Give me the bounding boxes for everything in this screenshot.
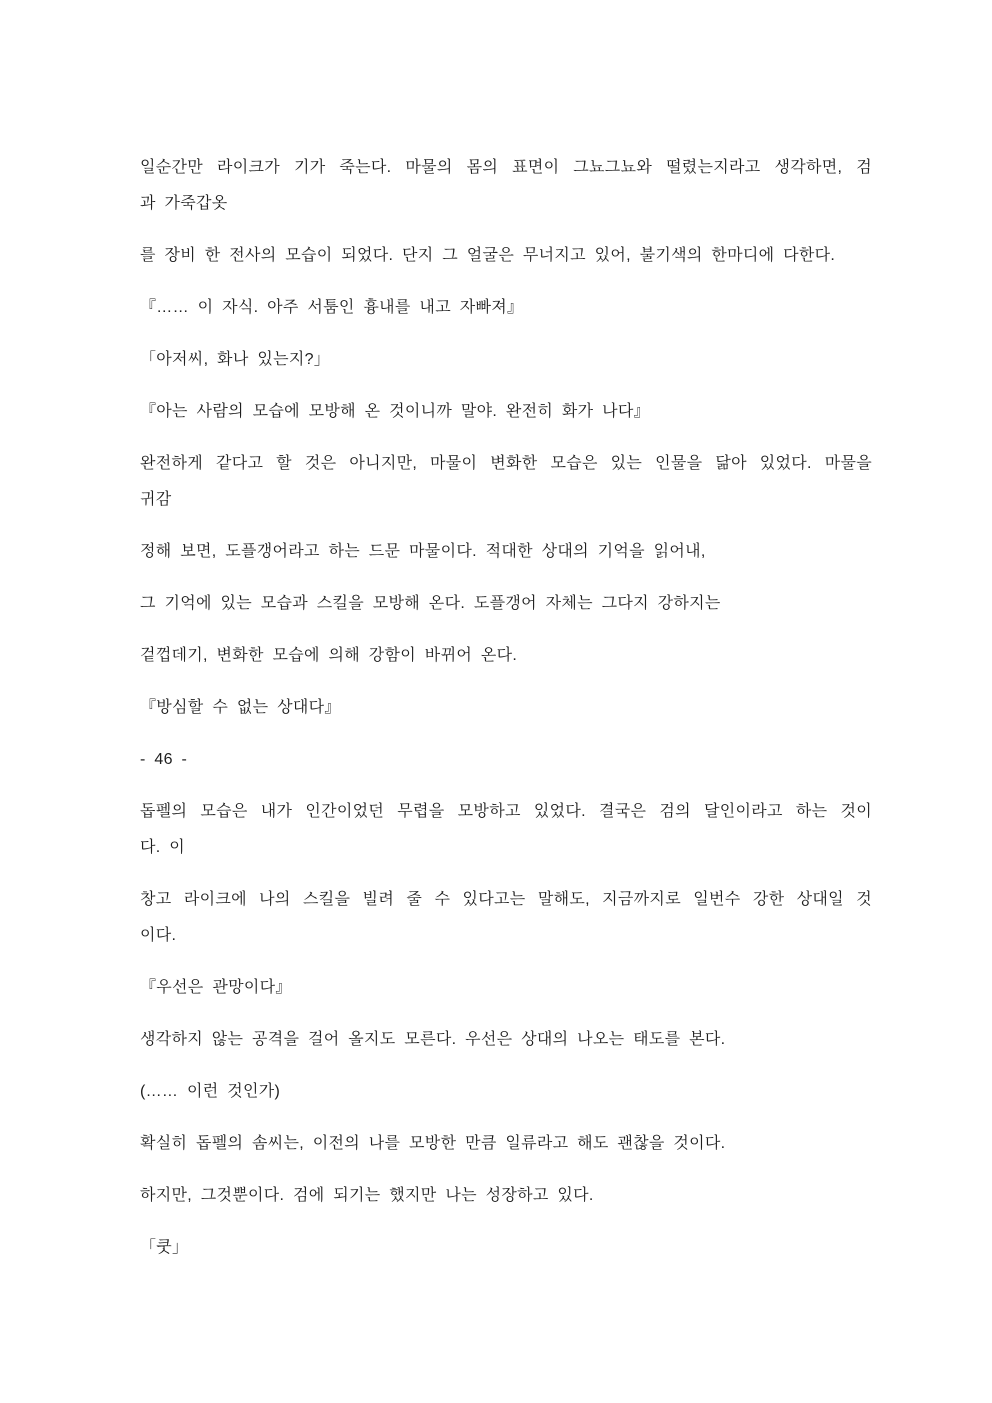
paragraph-dialogue xyxy=(140,394,872,430)
paragraph-narration xyxy=(140,586,872,622)
text-line: (…… 이런 것인가) xyxy=(140,1083,281,1100)
paragraph-narration xyxy=(140,446,872,518)
text-line: 다. 이 xyxy=(140,839,186,856)
text-line: 『…… 이 자식. 아주 서툼인 흉내를 내고 자빠져』 xyxy=(140,299,524,316)
text-line: 창고 라이크에 나의 스킬을 빌려 줄 수 있다고는 말해도, 지금까지로 일번수 강한 상대일 것 xyxy=(140,891,872,908)
text-line: 『아는 사람의 모습에 모방해 온 것이니까 말야. 완전히 화가 나다』 xyxy=(140,403,650,420)
text-line: 하지만, 그것뿐이다. 검에 되기는 했지만 나는 성장하고 있다. xyxy=(140,1187,594,1204)
paragraph-dialogue xyxy=(140,690,872,726)
paragraph-thought xyxy=(140,1074,872,1110)
paragraph-dialogue xyxy=(140,1230,872,1266)
text-line: 『우선은 관망이다』 xyxy=(140,979,292,996)
text-line: 일순간만 라이크가 기가 죽는다. 마물의 몸의 표면이 그뇨그뇨와 떨렸는지라고 생각하면, 검 xyxy=(140,159,872,176)
paragraph-narration xyxy=(140,238,872,274)
paragraph-narration xyxy=(140,638,872,674)
paragraph-page-number xyxy=(140,742,872,778)
text-body xyxy=(140,150,872,1266)
paragraph-narration xyxy=(140,1022,872,1058)
paragraph-narration xyxy=(140,534,872,570)
text-line: 『방심할 수 없는 상대다』 xyxy=(140,699,341,716)
paragraph-narration xyxy=(140,1126,872,1162)
paragraph-dialogue xyxy=(140,290,872,326)
paragraph-narration xyxy=(140,794,872,866)
text-line: 과 가죽갑옷 xyxy=(140,195,228,212)
text-line: 겉껍데기, 변화한 모습에 의해 강함이 바뀌어 온다. xyxy=(140,647,518,664)
paragraph-dialogue xyxy=(140,342,872,378)
text-line: 귀감 xyxy=(140,491,172,508)
text-line: 생각하지 않는 공격을 걸어 올지도 모른다. 우선은 상대의 나오는 태도를 본다. xyxy=(140,1031,726,1048)
paragraph-narration xyxy=(140,882,872,954)
text-line: 「쿳」 xyxy=(140,1239,189,1256)
paragraph-narration xyxy=(140,150,872,222)
page-number-line: - 46 - xyxy=(140,751,188,768)
paragraph-dialogue xyxy=(140,970,872,1006)
text-line: 이다. xyxy=(140,927,177,944)
text-line: 를 장비 한 전사의 모습이 되었다. 단지 그 얼굴은 무너지고 있어, 불기색의 한마디에 다한다. xyxy=(140,247,836,264)
text-line: 돕펠의 모습은 내가 인간이었던 무렵을 모방하고 있었다. 결국은 검의 달인이라고 하는 것이 xyxy=(140,803,872,820)
text-line: 확실히 돕펠의 솜씨는, 이전의 나를 모방한 만큼 일류라고 해도 괜찮을 것이다. xyxy=(140,1135,726,1152)
text-line: 완전하게 같다고 할 것은 아니지만, 마물이 변화한 모습은 있는 인물을 닮아 있었다. 마물을 xyxy=(140,455,872,472)
paragraph-narration xyxy=(140,1178,872,1214)
text-line: 그 기억에 있는 모습과 스킬을 모방해 온다. 도플갱어 자체는 그다지 강하지는 xyxy=(140,595,721,612)
text-line: 「아저씨, 화나 있는지?」 xyxy=(140,351,331,368)
text-line: 정해 보면, 도플갱어라고 하는 드문 마물이다. 적대한 상대의 기억을 읽어내, xyxy=(140,543,706,560)
